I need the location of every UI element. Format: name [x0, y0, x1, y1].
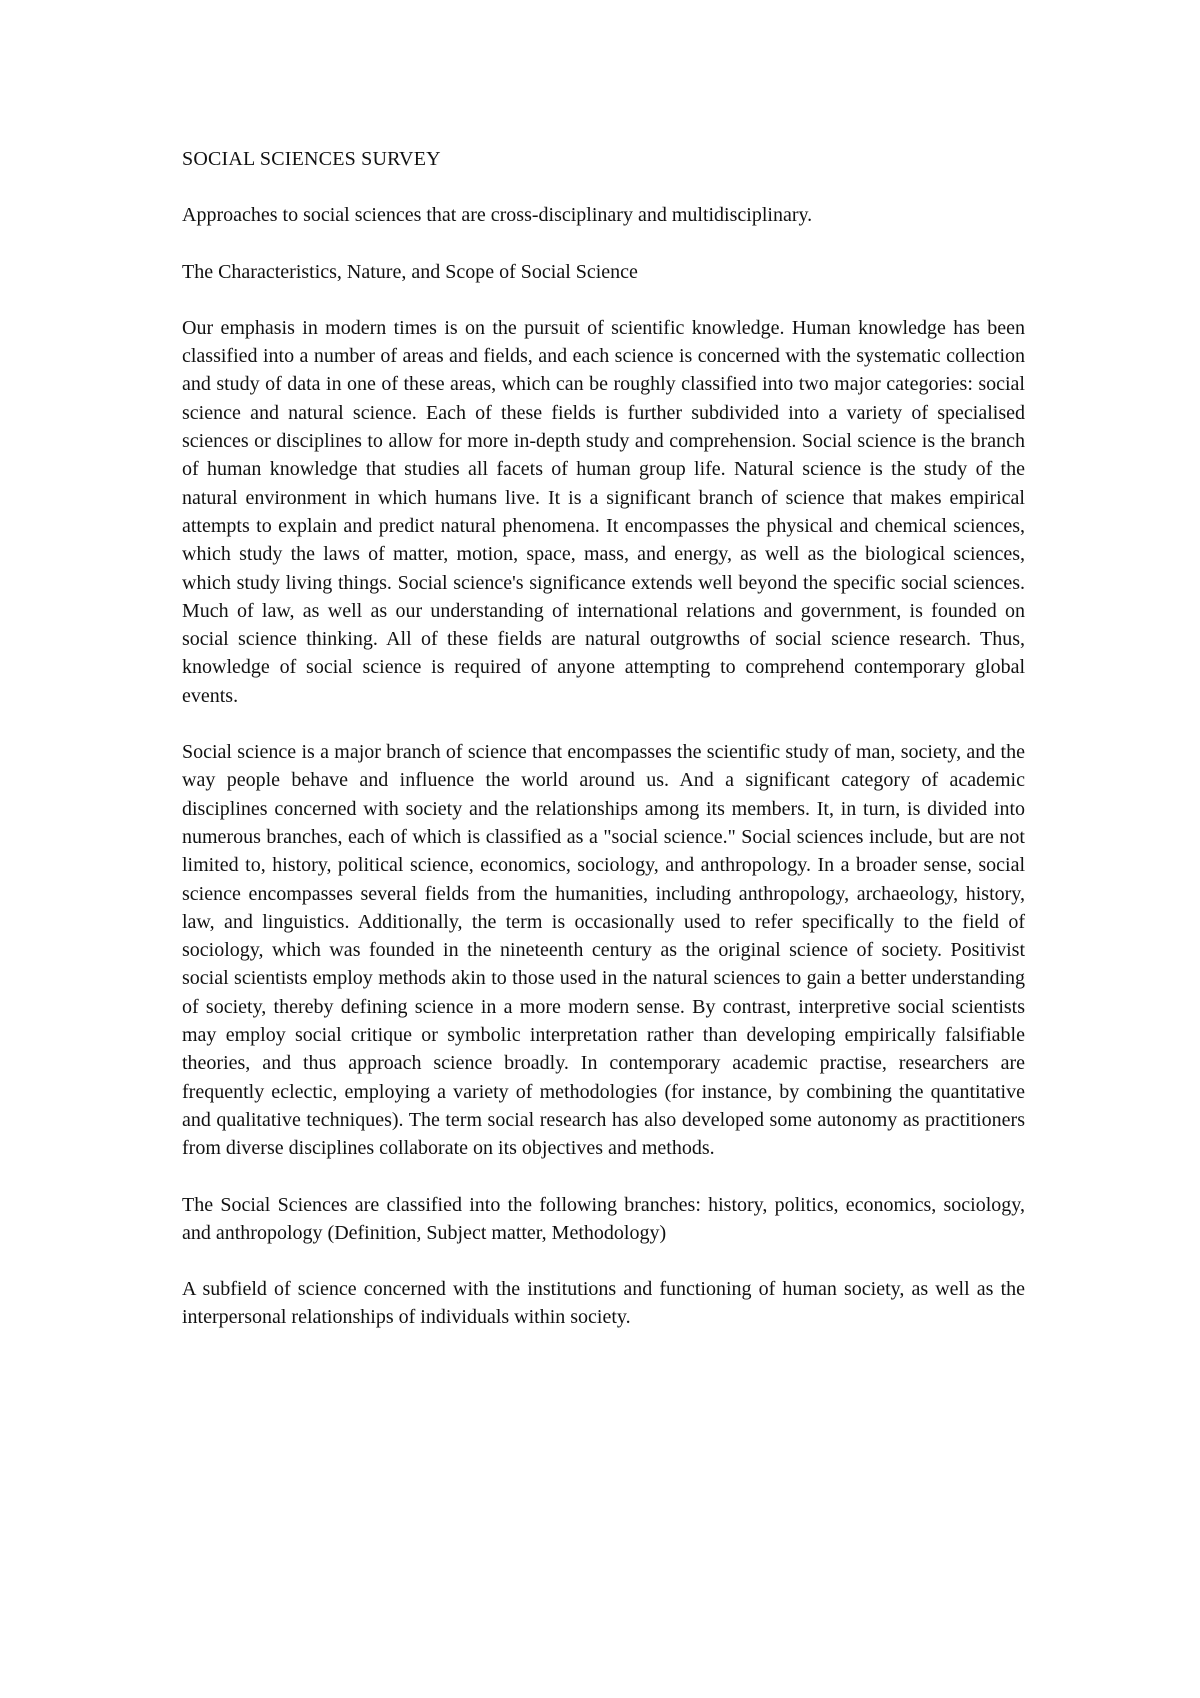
- document-body: [182, 145, 1025, 1360]
- section-heading: The Characteristics, Nature, and Scope of Social Science: [182, 260, 638, 283]
- paragraph-2: Social science is a major branch of science that encompasses the scientific study of man, society, and the way people behave and influence the world around us. And a significant category of academic disciplines concerned with society and the relationships among its members. It, in turn, is divided into numerous branches, each of which is classified as a "social science." Social sciences include, but are not limited to, history, political science, economics, sociology, and anthropology. In a broader sense, social science encompasses several fields from the humanities, including anthropology, archaeology, history, law, and linguistics. Additionally, the term is occasionally used to refer specifically to the field of sociology, which was founded in the nineteenth century as the original science of society. Positivist social scientists employ methods akin to those used in the natural sciences to gain a better understanding of society, thereby defining science in a more modern sense. By contrast, interpretive social scientists may employ social critique or symbolic interpretation rather than developing empirically falsifiable theories, and thus approach science broadly. In contemporary academic practise, researchers are frequently eclectic, employing a variety of methodologies (for instance, by combining the quantitative and qualitative techniques). The term social research has also developed some autonomy as practitioners from diverse disciplines collaborate on its objectives and methods.: [182, 741, 1025, 1160]
- document-subtitle: Approaches to social sciences that are cross-disciplinary and multidisciplinary.: [182, 204, 813, 227]
- document-title: SOCIAL SCIENCES SURVEY: [182, 148, 441, 170]
- paragraph-4: A subfield of science concerned with the institutions and functioning of human society, as well as the interpersonal relationships of individuals within society.: [182, 1278, 1025, 1329]
- paragraph-3: The Social Sciences are classified into the following branches: history, politics, economics, sociology, and anthropology (Definition, Subject matter, Methodology): [182, 1193, 1025, 1244]
- paragraph-1: Our emphasis in modern times is on the pursuit of scientific knowledge. Human knowledge has been classified into a number of areas and fields, and each science is concerned with the systematic collection and study of data in one of these areas, which can be roughly classified into two major categories: social science and natural science. Each of these fields is further subdivided into a variety of specialised sciences or disciplines to allow for more in-depth study and comprehension. Social science is the branch of human knowledge that studies all facets of human group life. Natural science is the study of the natural environment in which humans live. It is a significant branch of science that makes empirical attempts to explain and predict natural phenomena. It encompasses the physical and chemical sciences, which study the laws of matter, motion, space, mass, and energy, as well as the biological sciences, which study living things. Social science's significance extends well beyond the specific social sciences. Much of law, as well as our understanding of international relations and government, is founded on social science thinking. All of these fields are natural outgrowths of social science research. Thus, knowledge of social science is required of anyone attempting to comprehend contemporary global events.: [182, 316, 1025, 707]
